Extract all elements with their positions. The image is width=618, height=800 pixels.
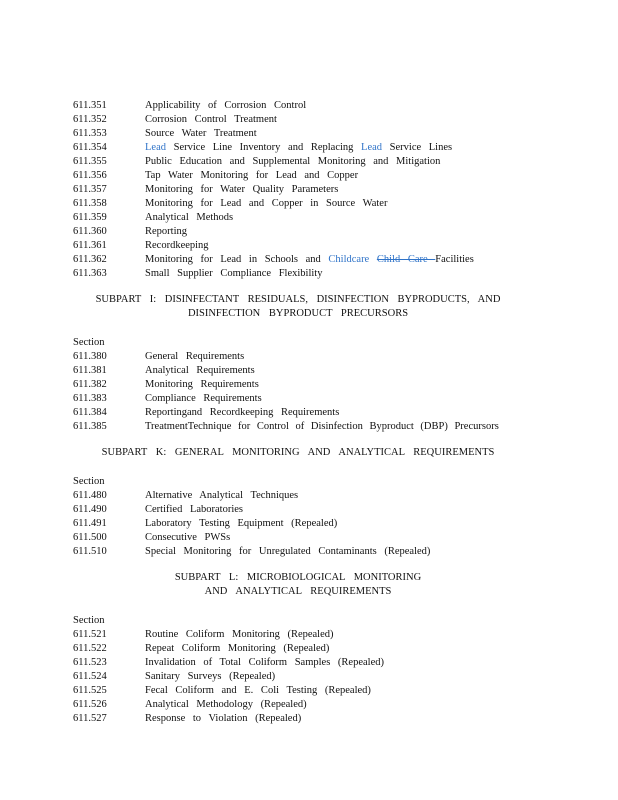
inserted-text: Childcare xyxy=(328,254,370,265)
subpart-k-heading: SUBPART K: GENERAL MONITORING AND ANALYTICAL REQUIREMENTS xyxy=(101,447,495,458)
subpart-l-heading: SUBPART L: MICROBIOLOGICAL MONITORING AND ANALYTICAL REQUIREMENTS xyxy=(174,572,422,597)
inserted-text: Lead xyxy=(145,142,166,153)
deleted-text: Child Care xyxy=(376,254,436,265)
inserted-text: Lead xyxy=(361,142,383,153)
document-page: 611.351 Applicability of Corrosion Control 611.352 Corrosion Control Treatment 611.353 Source Water Treatment 611.354 Lead Service Line Inventory and Replacing Lead Service Lines 611.355 Public Education and Supplemental Monitoring and Mitigation 611.356 Tap Water Monitoring for Lead and Copper 611.357 Monitoring for Water Quality Parameters 611.358 Monitoring for Lead and Copper in Source Water 611.359 Analytical Methods 611.360 Reporting 611.361 Recordkeeping 611.362 Monitoring for Lead in Schools and Childcare Child Care Facilities 611.363 Small Supplier Compliance Flexibility SUBPART I: DISINFECTANT RESIDUALS, DISINFECTION BYPRODUCTS, AND DISINFECTION BYPRODUCT PRECURSORS Section 611.380 General Requirements 611.381 Analytical Requirements 611.382 Monitoring Requirements 611.383 Compliance Requirements 611.384 Reportingand Recordkeeping Requirements 611.385 TreatmentTechnique for Control of Disinfection Byproduct (DBP) Precursors SUBPART K: GENERAL MONITORING AND ANALYTICAL REQUIREMENTS Section 611.480 Alternative Analytical Techniques 611.490 Certified Laboratories 611.491 Laboratory Testing Equipment (Repealed) 611.500 Consecutive PWSs 611.510 Special Monitoring for Unregulated Contaminants (Repealed) SUBPART L: MICROBIOLOGICAL MONITORING AND ANALYTICAL REQUIREMENTS Section 611.521 Routine Coliform Monitoring (Repealed) 611.522 Repeat Coliform Monitoring (Repealed) 611.523 Invalidation of Total Coliform Samples (Repealed) 611.524 Sanitary Surveys (Repealed) 611.525 Fecal Coliform and E. Coli Testing (Repealed) 611.526 Analytical Methodology (Repealed) 611.527 Response to Violation (Repealed) xyxy=(0,0,618,800)
section-label: Section xyxy=(73,615,105,626)
section-label: Section xyxy=(73,337,105,348)
subpart-i-heading: SUBPART I: DISINFECTANT RESIDUALS, DISINFECTION BYPRODUCTS, AND DISINFECTION BYPRODUCT PRECURSORS xyxy=(95,294,501,319)
section-label: Section xyxy=(73,476,105,487)
